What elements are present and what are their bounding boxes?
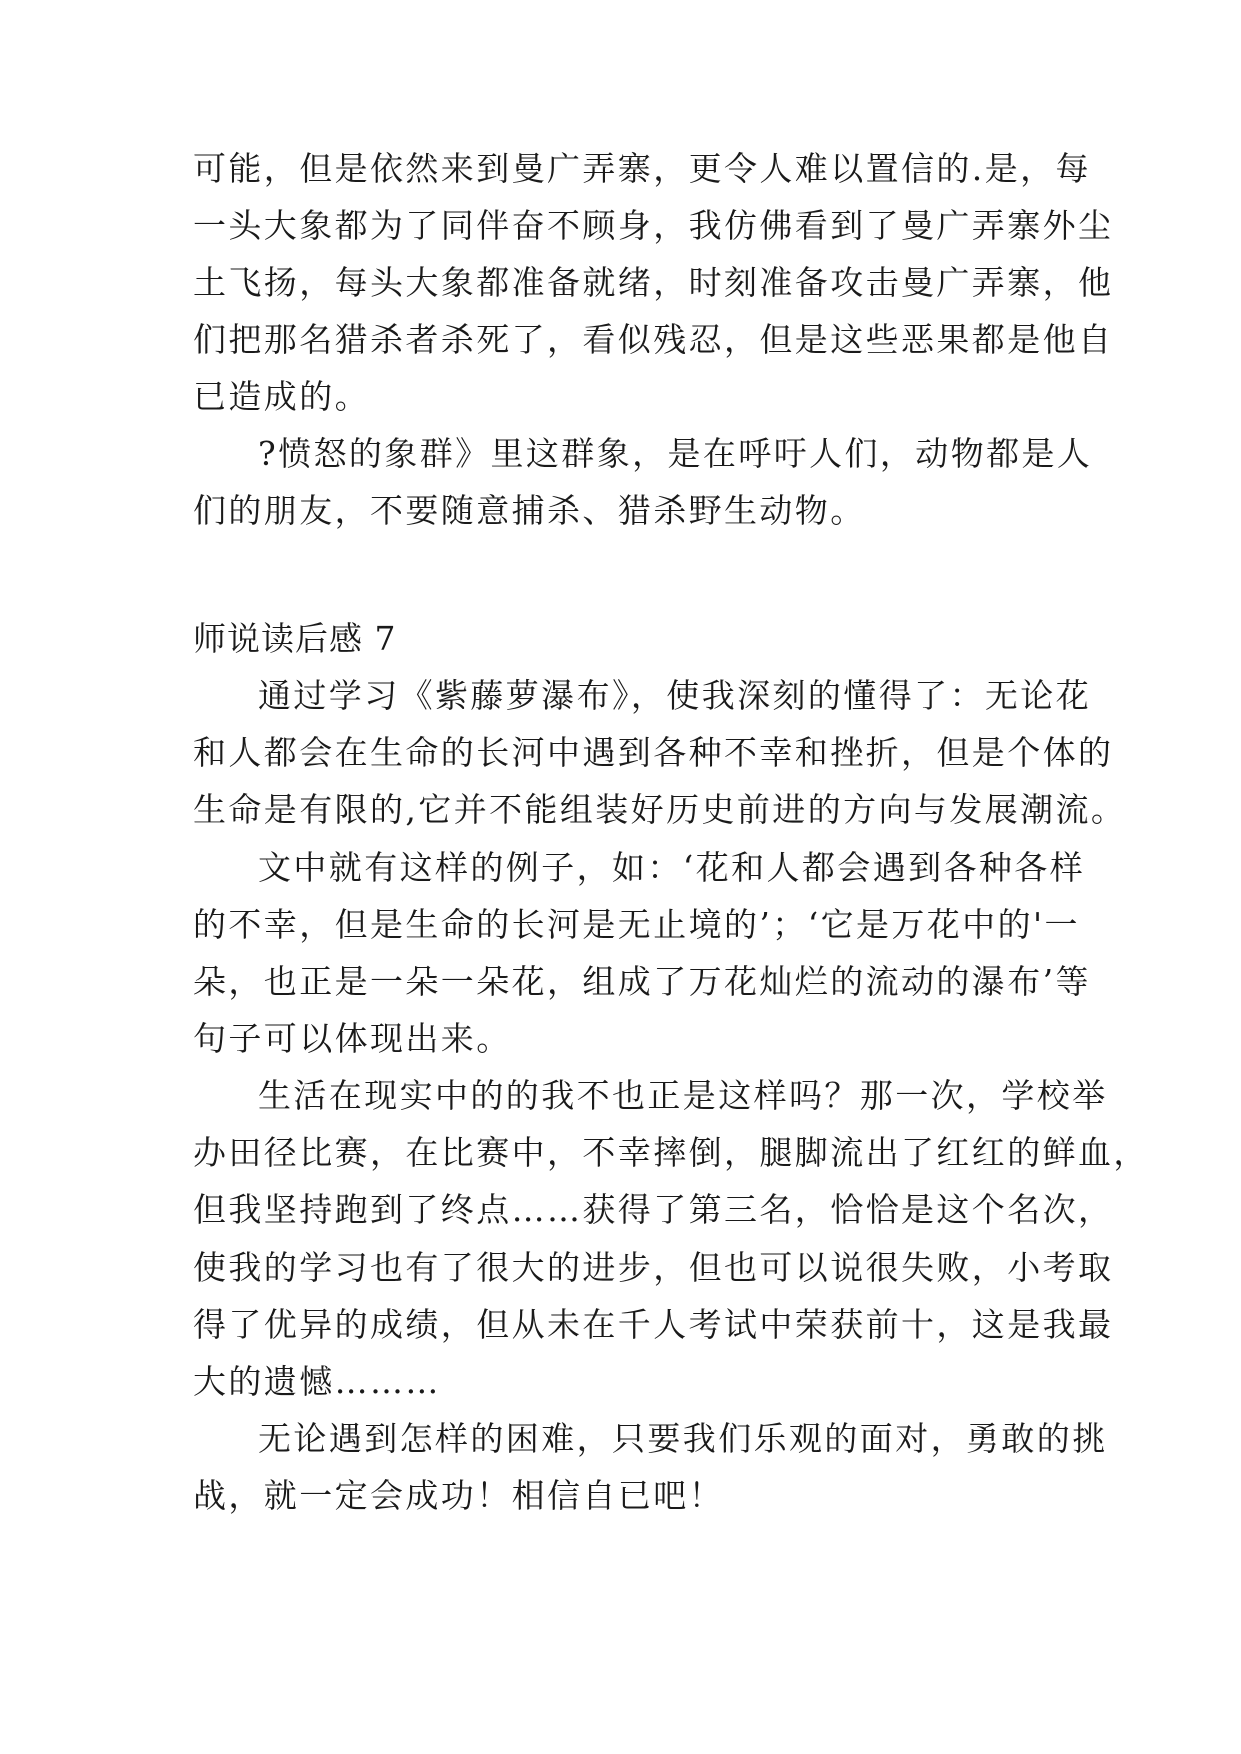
body-text-line: 但我坚持跑到了终点……获得了第三名，恰恰是这个名次， bbox=[193, 1190, 1114, 1229]
body-text-line: 们的朋友，不要随意捕杀、猎杀野生动物。 bbox=[193, 491, 866, 530]
body-text-line: ?愤怒的象群》里这群象，是在呼吁人们，动物都是人 bbox=[258, 434, 1093, 473]
body-text-line: 战，就一定会成功！相信自已吧！ bbox=[193, 1476, 724, 1515]
body-text-line: 生活在现实中的的我不也正是这样吗？那一次，学校举 bbox=[258, 1076, 1108, 1115]
body-text-line: 无论遇到怎样的困难，只要我们乐观的面对，勇敢的挑 bbox=[258, 1419, 1108, 1458]
body-text-line: 句子可以体现出来。 bbox=[193, 1019, 512, 1058]
body-text-line: 的不幸，但是生命的长河是无止境的’；‘它是万花中的'一 bbox=[193, 905, 1080, 944]
body-text-line: 文中就有这样的例子，如：‘花和人都会遇到各种各样 bbox=[258, 848, 1086, 887]
body-text-line: 和人都会在生命的长河中遇到各种不幸和挫折，但是个体的 bbox=[193, 733, 1114, 772]
body-text-line: 朵，也正是一朵一朵花，组成了万花灿烂的流动的瀑布’等 bbox=[193, 962, 1091, 1001]
body-text-line: 生命是有限的,它并不能组装好历史前进的方向与发展潮流。 bbox=[193, 790, 1127, 829]
body-text-line: 已造成的。 bbox=[193, 377, 370, 416]
body-text-line: 大的遗憾……… bbox=[193, 1362, 441, 1401]
body-text-line: 可能，但是依然来到曼广弄寨，更令人难以置信的.是，每 bbox=[193, 149, 1091, 188]
section-heading: 师说读后感 7 bbox=[193, 619, 397, 658]
body-text-line: 一头大象都为了同伴奋不顾身，我仿佛看到了曼广弄寨外尘 bbox=[193, 206, 1114, 245]
body-text-line: 办田径比赛，在比赛中，不幸摔倒，腿脚流出了红红的鲜血， bbox=[193, 1133, 1149, 1172]
body-text-line: 使我的学习也有了很大的进步，但也可以说很失败，小考取 bbox=[193, 1248, 1114, 1287]
body-text-line: 们把那名猎杀者杀死了，看似残忍，但是这些恶果都是他自 bbox=[193, 320, 1114, 359]
body-text-line: 土飞扬，每头大象都准备就绪，时刻准备攻击曼广弄寨，他 bbox=[193, 263, 1114, 302]
body-text-line: 通过学习《紫藤萝瀑布》，使我深刻的懂得了：无论花 bbox=[258, 676, 1092, 715]
body-text-line: 得了优异的成绩，但从未在千人考试中荣获前十，这是我最 bbox=[193, 1305, 1114, 1344]
